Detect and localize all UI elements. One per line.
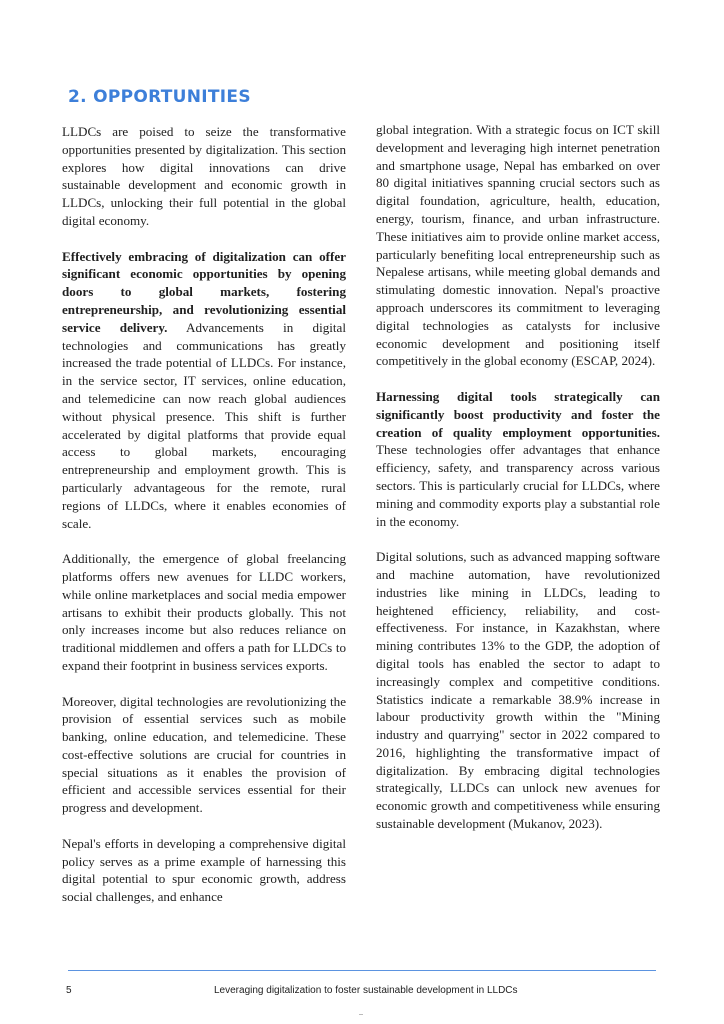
- paragraph-nepal-continued: global integration. With a strategic focus on ICT skill development and leveraging high internet penetration and smartphone usage, Nepal has embarked on over 80 digital initiatives spanning crucial sectors such as digital foundation, agriculture, health, education, energy, tourism, finance, and urban infrastructure. These initiatives aim to provide online market access, particularly benefiting local entrepreneurship such as Nepalese artisans, while meeting global demands and stimulating domestic innovation. Nepal's proactive approach underscores its commitment to leveraging digital technologies as catalysts for inclusive economic development and positioning itself competitively in the global economy (ESCAP, 2024).: [376, 122, 660, 369]
- paragraph-productivity: [376, 388, 660, 530]
- page-number: 5: [66, 985, 72, 996]
- paragraph-freelancing: Additionally, the emergence of global freelancing platforms offers new avenues for LLDC workers, while online marketplaces and social media empower artisans to exhibit their products globally. This not only increases income but also reduces reliance on traditional middlemen and offers a path for LLDCs to expand their footprint in business services exports.: [62, 551, 346, 673]
- right-column: [376, 121, 660, 833]
- paragraph-essential-services: Moreover, digital technologies are revolutionizing the provision of essential services such as mobile banking, online education, and telemedicine. These cost-effective solutions are crucial for countries in special situations as it enables the provision of efficient and accessible services essential for their progress and development.: [62, 693, 346, 816]
- paragraph-intro: LLDCs are poised to seize the transformative opportunities presented by digitalization. This section explores how digital innovations can drive sustainable development and economic growth in LLDCs, unlocking their full potential in the global digital economy.: [62, 124, 346, 228]
- paragraph-body: Advancements in digital technologies and communications has greatly increased the trade potential of LLDCs. For instance, in the service sector, IT services, online education, and telemedicine can now reach global audiences without physical presence. This shift is further accelerated by digital platforms that provide equal access to global markets, encouraging entrepreneurship and employment growth. This is particularly advantageous for the remote, rural regions of LLDCs, where it enables economies of scale.: [62, 319, 346, 531]
- lead-sentence: Harnessing digital tools strategically can significantly boost productivity and foster the creation of quality employment opportunities.: [376, 388, 660, 440]
- section-heading: 2. OPPORTUNITIES: [68, 87, 251, 107]
- footer-title: Leveraging digitalization to foster sustainable development in LLDCs: [214, 985, 518, 996]
- lead-sentence: Effectively embracing of digitalization can offer significant economic opportunities by opening doors to global markets, fostering entrepreneurship, and revolutionizing essential service delivery.: [62, 248, 346, 335]
- footer-rule: [68, 970, 656, 971]
- paragraph-economic-opportunities: [62, 248, 346, 533]
- paragraph-body: These technologies offer advantages that enhance efficiency, safety, and transparency across various sectors. This is particularly crucial for LLDCs, where mining and commodity exports play a substantial role in the economy.: [376, 442, 660, 529]
- left-column: [62, 123, 346, 906]
- paragraph-mining: Digital solutions, such as advanced mapping software and machine automation, have revolutionized industries like mining in LLDCs, leading to heightened efficiency, reliability, and cost-effectiveness. For instance, in Kazakhstan, where mining contributes 13% to the GDP, the adoption of digital tools has enabled the sector to adapt to increasingly complex and competitive conditions. Statistics indicate a remarkable 38.9% increase in labour productivity growth within the "Mining industry and quarrying" sector in 2022 compared to 2016, highlighting the transformative impact of digitalization. By embracing digital technologies strategically, LLDCs can unlock new avenues for economic growth and competitiveness while ensuring sustainable development (Mukanov, 2023).: [376, 549, 660, 832]
- paragraph-nepal: Nepal's efforts in developing a comprehensive digital policy serves as a prime example of harnessing this digital potential to spur economic growth, address social challenges, and enhance: [62, 835, 346, 905]
- footer-mark: [359, 1014, 363, 1015]
